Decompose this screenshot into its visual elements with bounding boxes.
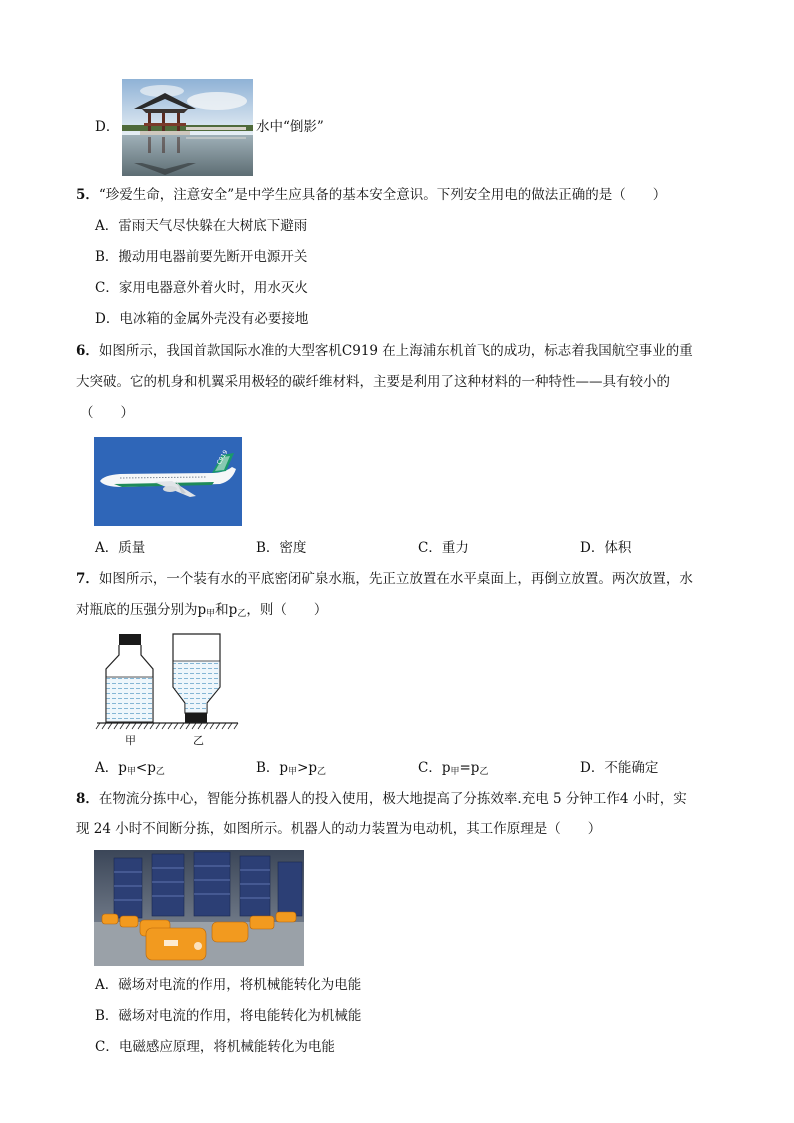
q7-option-c: C．$p_甲=p_乙$ [418, 760, 489, 777]
bottle-diagram [94, 631, 242, 749]
q5-stem [76, 186, 666, 204]
q8-option-c: C．电磁感应原理，将机械能转化为电能 [95, 1039, 335, 1055]
q4-option-d-text: 水中“倒影” [256, 119, 324, 135]
q6-stem-line1 [76, 342, 693, 360]
q7-stem-line2 [76, 601, 327, 623]
q5-option-d: D．电冰箱的金属外壳没有必要接地 [95, 311, 309, 327]
q7-option-a: A．$p_甲<p_乙$ [95, 760, 165, 777]
q7-number: 7． [76, 571, 99, 587]
q7-option-b: B．$p_甲>p_乙$ [256, 760, 327, 777]
q6-option-a: A．质量 [95, 540, 146, 556]
q6-stem-line2: 大突破。它的机身和机翼采用极轻的碳纤维材料，主要是利用了这种材料的一种特性——具有较小的 [76, 374, 670, 390]
q6-option-c: C．重力 [418, 540, 469, 556]
q7-stem-part-c: ，则（ ） [246, 602, 328, 618]
q7-sub-jia: 甲 [206, 609, 216, 619]
q7-stem-part-b: 和p [215, 602, 238, 618]
c919-tail-label: C919 [215, 448, 230, 466]
q5-option-b: B．搬动用电器前要先断开电源开关 [95, 249, 308, 265]
sorting-robots-photo [94, 850, 304, 966]
q5-number: 5． [76, 187, 99, 203]
q8-stem-line1-text: 在物流分拣中心，智能分拣机器人的投入使用，极大地提高了分拣效率.充电 5 分钟工作4 小时，实 [98, 791, 687, 807]
fig-label-jia: 甲 [125, 734, 136, 747]
q8-option-b: B．磁场对电流的作用，将电能转化为机械能 [95, 1008, 362, 1024]
q8-option-a: A．磁场对电流的作用，将机械能转化为电能 [95, 977, 362, 993]
q8-stem-line2: 现 24 小时不间断分拣，如图所示。机器人的动力装置为电动机，其工作原理是（ ） [76, 821, 602, 837]
q7-stem-line1-text: 如图所示，一个装有水的平底密闭矿泉水瓶，先正立放置在水平桌面上，再倒立放置。两次放置，水 [98, 571, 693, 587]
q6-number: 6． [76, 343, 99, 359]
c919-airplane-photo [94, 437, 242, 526]
pavilion-reflection-photo [122, 79, 253, 176]
q7-stem-part-a: 对瓶底的压强分别为p [76, 602, 207, 618]
q4-option-d-label: D． [95, 119, 120, 135]
q7-sub-yi: 乙 [237, 609, 247, 619]
q5-option-c: C．家用电器意外着火时，用水灭火 [95, 280, 308, 296]
q6-stem-line1-text: 如图所示，我国首款国际水准的大型客机C919 在上海浦东机首飞的成功，标志着我国航空事业的重 [98, 343, 693, 359]
fig-label-yi: 乙 [193, 734, 204, 747]
q6-option-b: B．密度 [256, 540, 307, 556]
q5-option-a: A．雷雨天气尽快躲在大树底下避雨 [95, 218, 308, 234]
q7-option-d: D．不能确定 [580, 760, 659, 776]
q8-number: 8． [76, 791, 99, 807]
q5-stem-text: “珍爱生命，注意安全”是中学生应具备的基本安全意识。下列安全用电的做法正确的是（ ） [98, 187, 667, 203]
q6-option-d: D．体积 [580, 540, 632, 556]
q6-stem-line3: （ ） [80, 405, 134, 421]
q8-stem-line1 [76, 790, 687, 808]
q7-stem-line1 [76, 570, 693, 588]
